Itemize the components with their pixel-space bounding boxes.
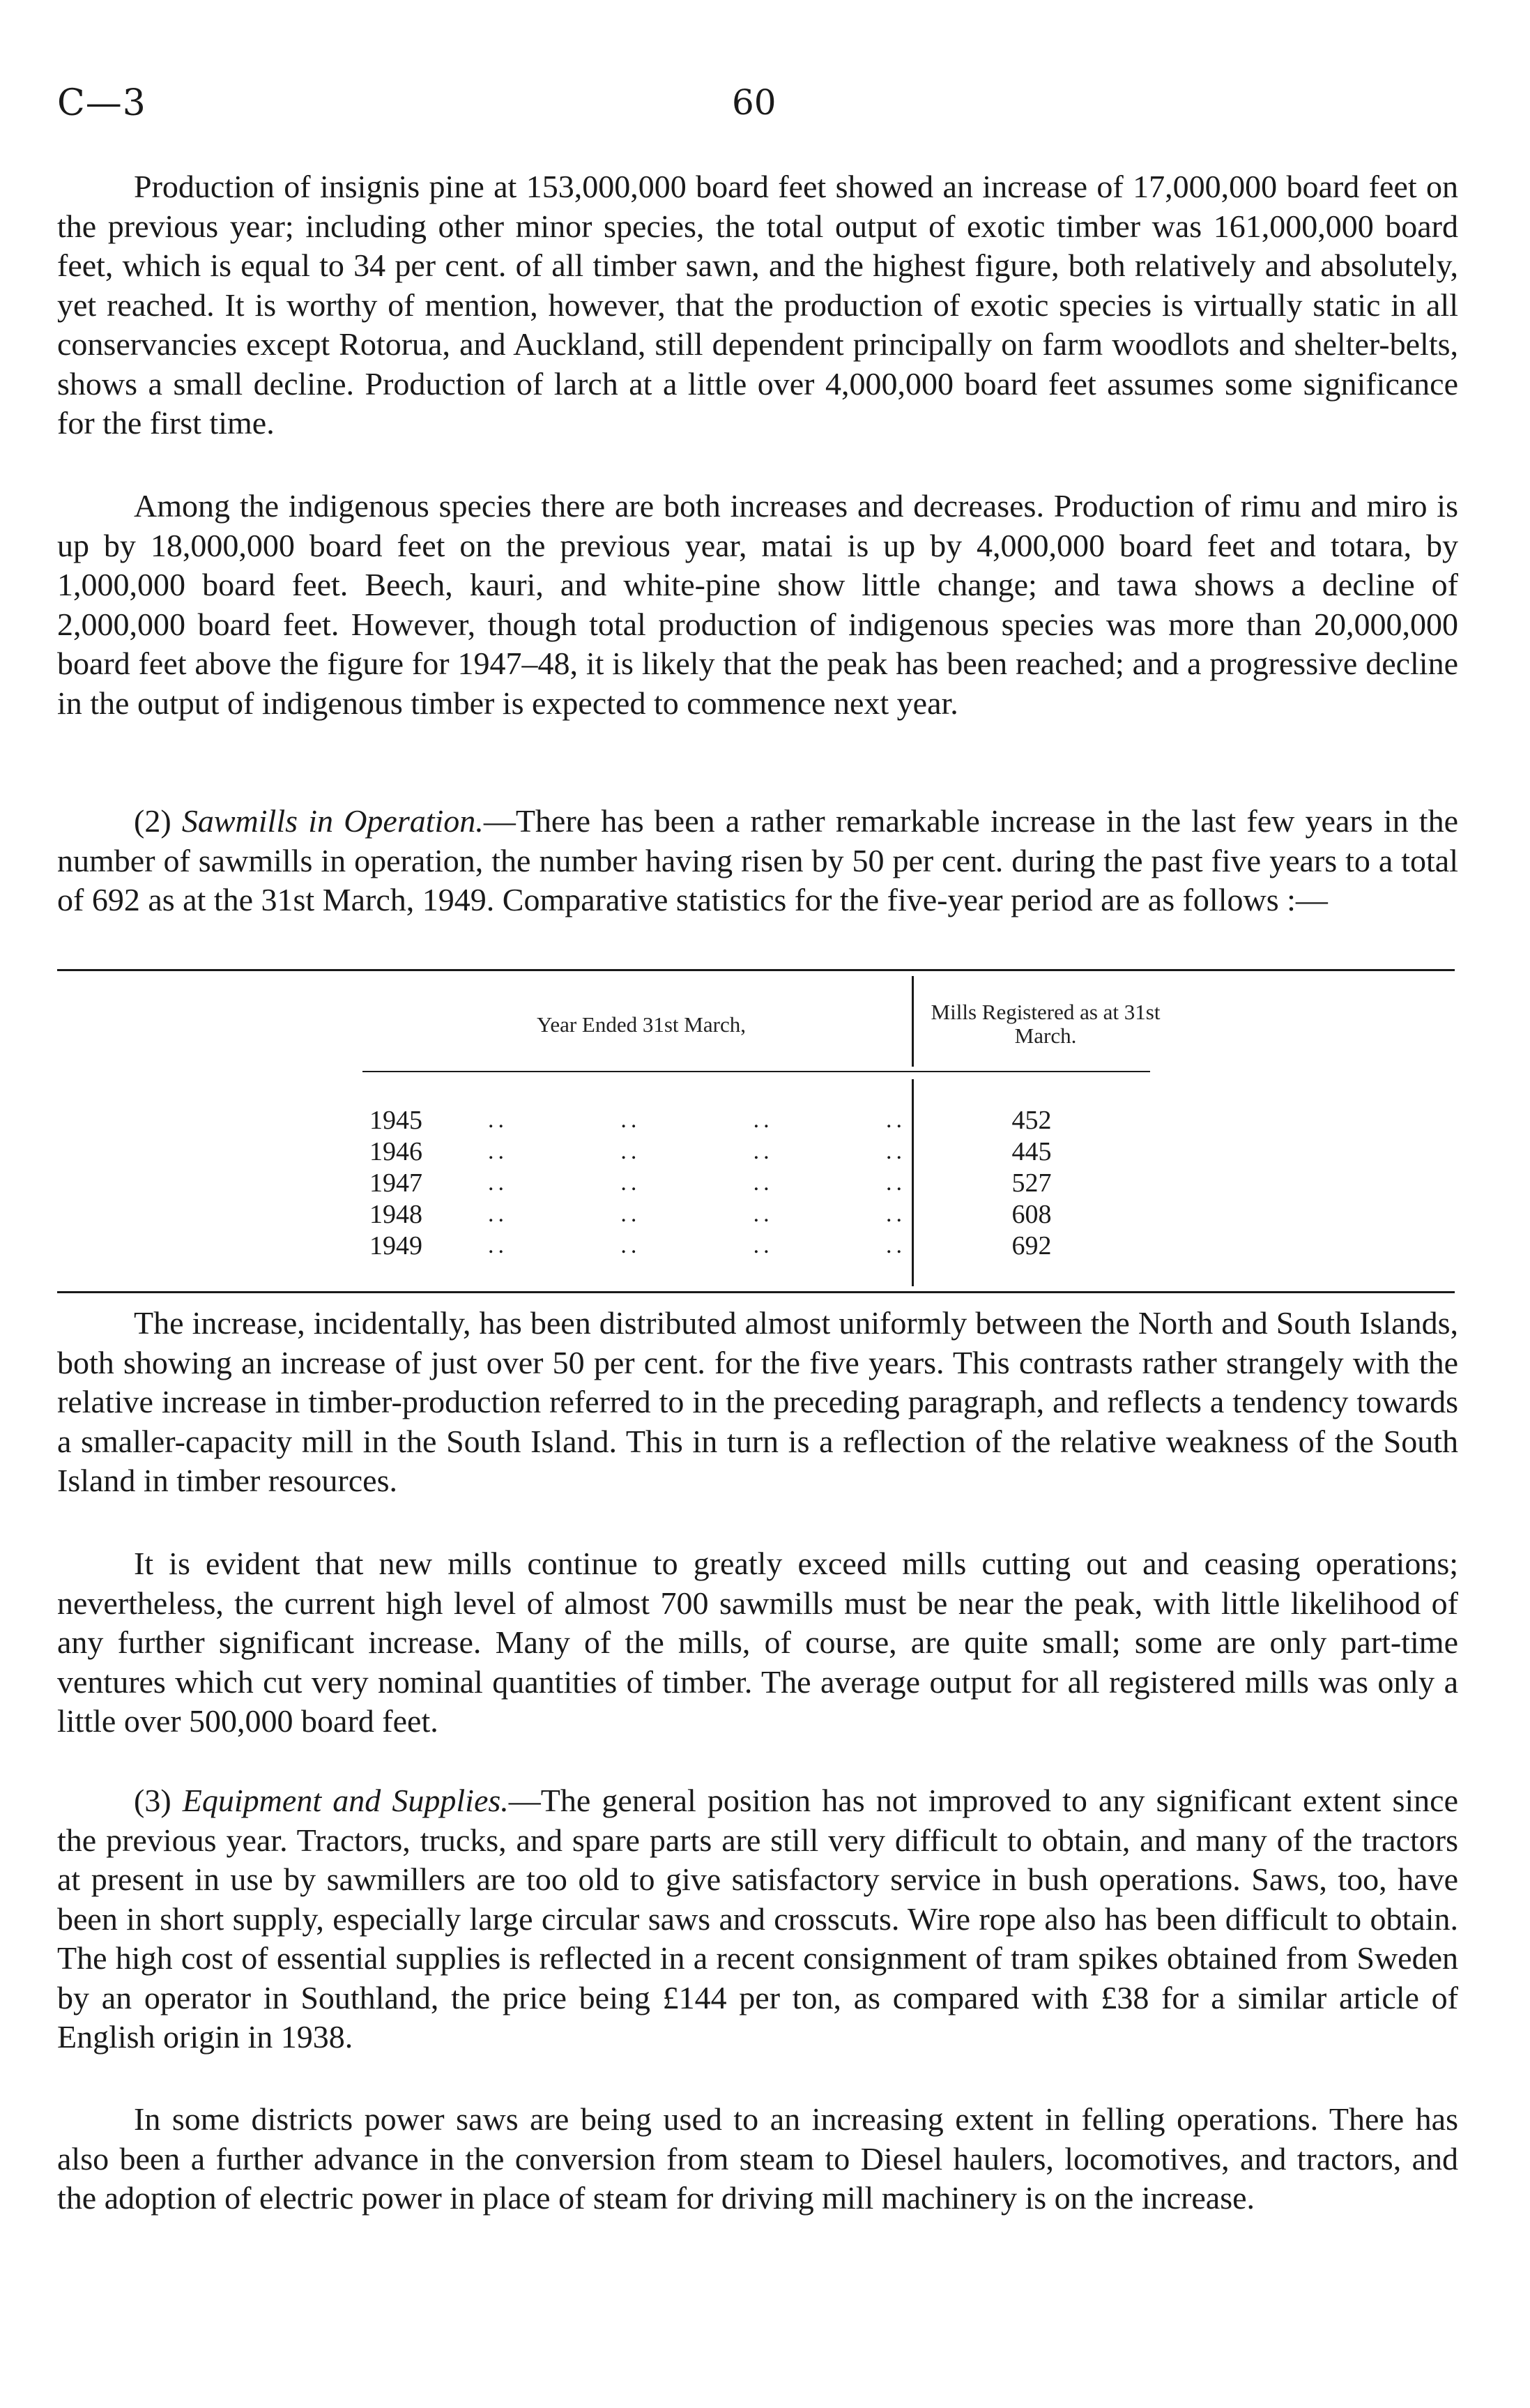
paragraph-new-mills: It is evident that new mills continue to greatly exceed mills cutting out and ceasing operations; nevertheless, the current high level of almost 700 sawmills must be near the peak, with little likelihood of any further significant increase. Many of the mills, of course, are quite small; some are only part-time ventures which cut very nominal quantities of timber. The average output for all registered mills was only a little over 500,000 board feet. [57,1546,1458,1739]
table-top-rule [57,969,1455,971]
section-number: (3) [134,1783,171,1818]
paragraph-equipment-supplies [57,1781,1458,2057]
row-year: 1947 [369,1168,422,1198]
row-mills: 527 [1011,1168,1052,1198]
row-mills: 692 [1011,1231,1052,1260]
leader-dots: .. .. .. .. [488,1107,906,1133]
row-year: 1949 [369,1231,422,1260]
leader-dots: .. .. .. .. [488,1201,906,1227]
section-heading: Equipment and Supplies. [182,1783,509,1818]
table-header-mills: Mills Registered as at 31st March. [931,1000,1161,1048]
table-body-divider [912,1079,914,1286]
report-code: C—3 [57,82,146,124]
table-header-rule [362,1071,1150,1072]
paragraph-indigenous-species: Among the indigenous species there are both increases and decreases. Production of rimu and miro is up by 18,000,000 board feet on the previous year, matai is up by 4,000,000 board feet and totara, by 1,000,000 board feet. Beech, kauri, and white-pine show little change; and tawa shows a decline of 2,000,000 board feet. However, though total production of indigenous species was more than 20,000,000 board feet above the figure for 1947–48, it is likely that the peak has been reached; and a progressive decline in the output of indigenous timber is expected to commence next year. [57,488,1458,721]
row-year: 1946 [369,1137,422,1166]
row-mills: 445 [1011,1137,1052,1166]
row-year: 1945 [369,1106,422,1135]
table-bottom-rule [57,1291,1455,1293]
leader-dots: .. .. .. .. [488,1233,906,1258]
section-body: —The general position has not improved to any significant extent since the previous year. Tractors, trucks, and spare parts are still very difficult to obtain, and many of the tractors at present in use by sawmillers are too old to give satisfactory service in bush operations. Saws, too, have been in short supply, especially large circular saws and crosscuts. Wire rope also has been difficult to obtain. The high cost of essential supplies is reflected in a recent consignment of tram spikes obtained from Sweden by an operator in Southland, the price being £144 per ton, as compared with £38 for a similar article of English origin in 1938. [57,1783,1458,2055]
section-body: —There has been a rather remarkable increase in the last few years in the number of sawmills in operation, the number having risen by 50 per cent. during the past five years to a total of 692 as at the 31st March, 1949. Comparative statistics for the five-year period are as follows :— [57,803,1459,917]
leader-dots: .. .. .. .. [488,1138,906,1164]
leader-dots: .. .. .. .. [488,1170,906,1196]
row-mills: 452 [1011,1106,1052,1135]
section-number: (2) [134,803,171,839]
paragraph-sawmills-in-operation [57,802,1458,920]
row-mills: 608 [1011,1200,1052,1229]
paragraph-distribution: The increase, incidentally, has been distributed almost uniformly between the North and South Islands, both showing an increase of just over 50 per cent. for the five years. This contrasts rather strangely with the relative increase in timber-production referred to in the preceding paragraph, and reflects a tendency towards a smaller-capacity mill in the South Island. This in turn is a reflection of the relative weakness of the South Island in timber resources. [57,1305,1458,1498]
paragraph-exotic-timber: Production of insignis pine at 153,000,000 board feet showed an increase of 17,000,000 board feet on the previous year; including other minor species, the total output of exotic timber was 161,000,000 board feet, which is equal to 34 per cent. of all timber sawn, and the highest figure, both relatively and absolutely, yet reached. It is worthy of mention, however, that the production of exotic species is virtually static in all conservancies except Rotorua, and Auckland, still dependent principally on farm woodlots and shelter-belts, shows a small decline. Production of larch at a little over 4,000,000 board feet assumes some significance for the first time. [57,169,1458,441]
table-header-year: Year Ended 31st March, [537,1012,746,1037]
page-number: 60 [732,82,777,123]
row-year: 1948 [369,1200,422,1229]
paragraph-power-saws: In some districts power saws are being used to an increasing extent in felling operations. There has also been a further advance in the conversion from steam to Diesel haulers, locomotives, and tractors, and the adoption of electric power in place of steam for driving mill machinery is on the increase. [57,2101,1458,2216]
section-heading: Sawmills in Operation. [181,803,484,839]
